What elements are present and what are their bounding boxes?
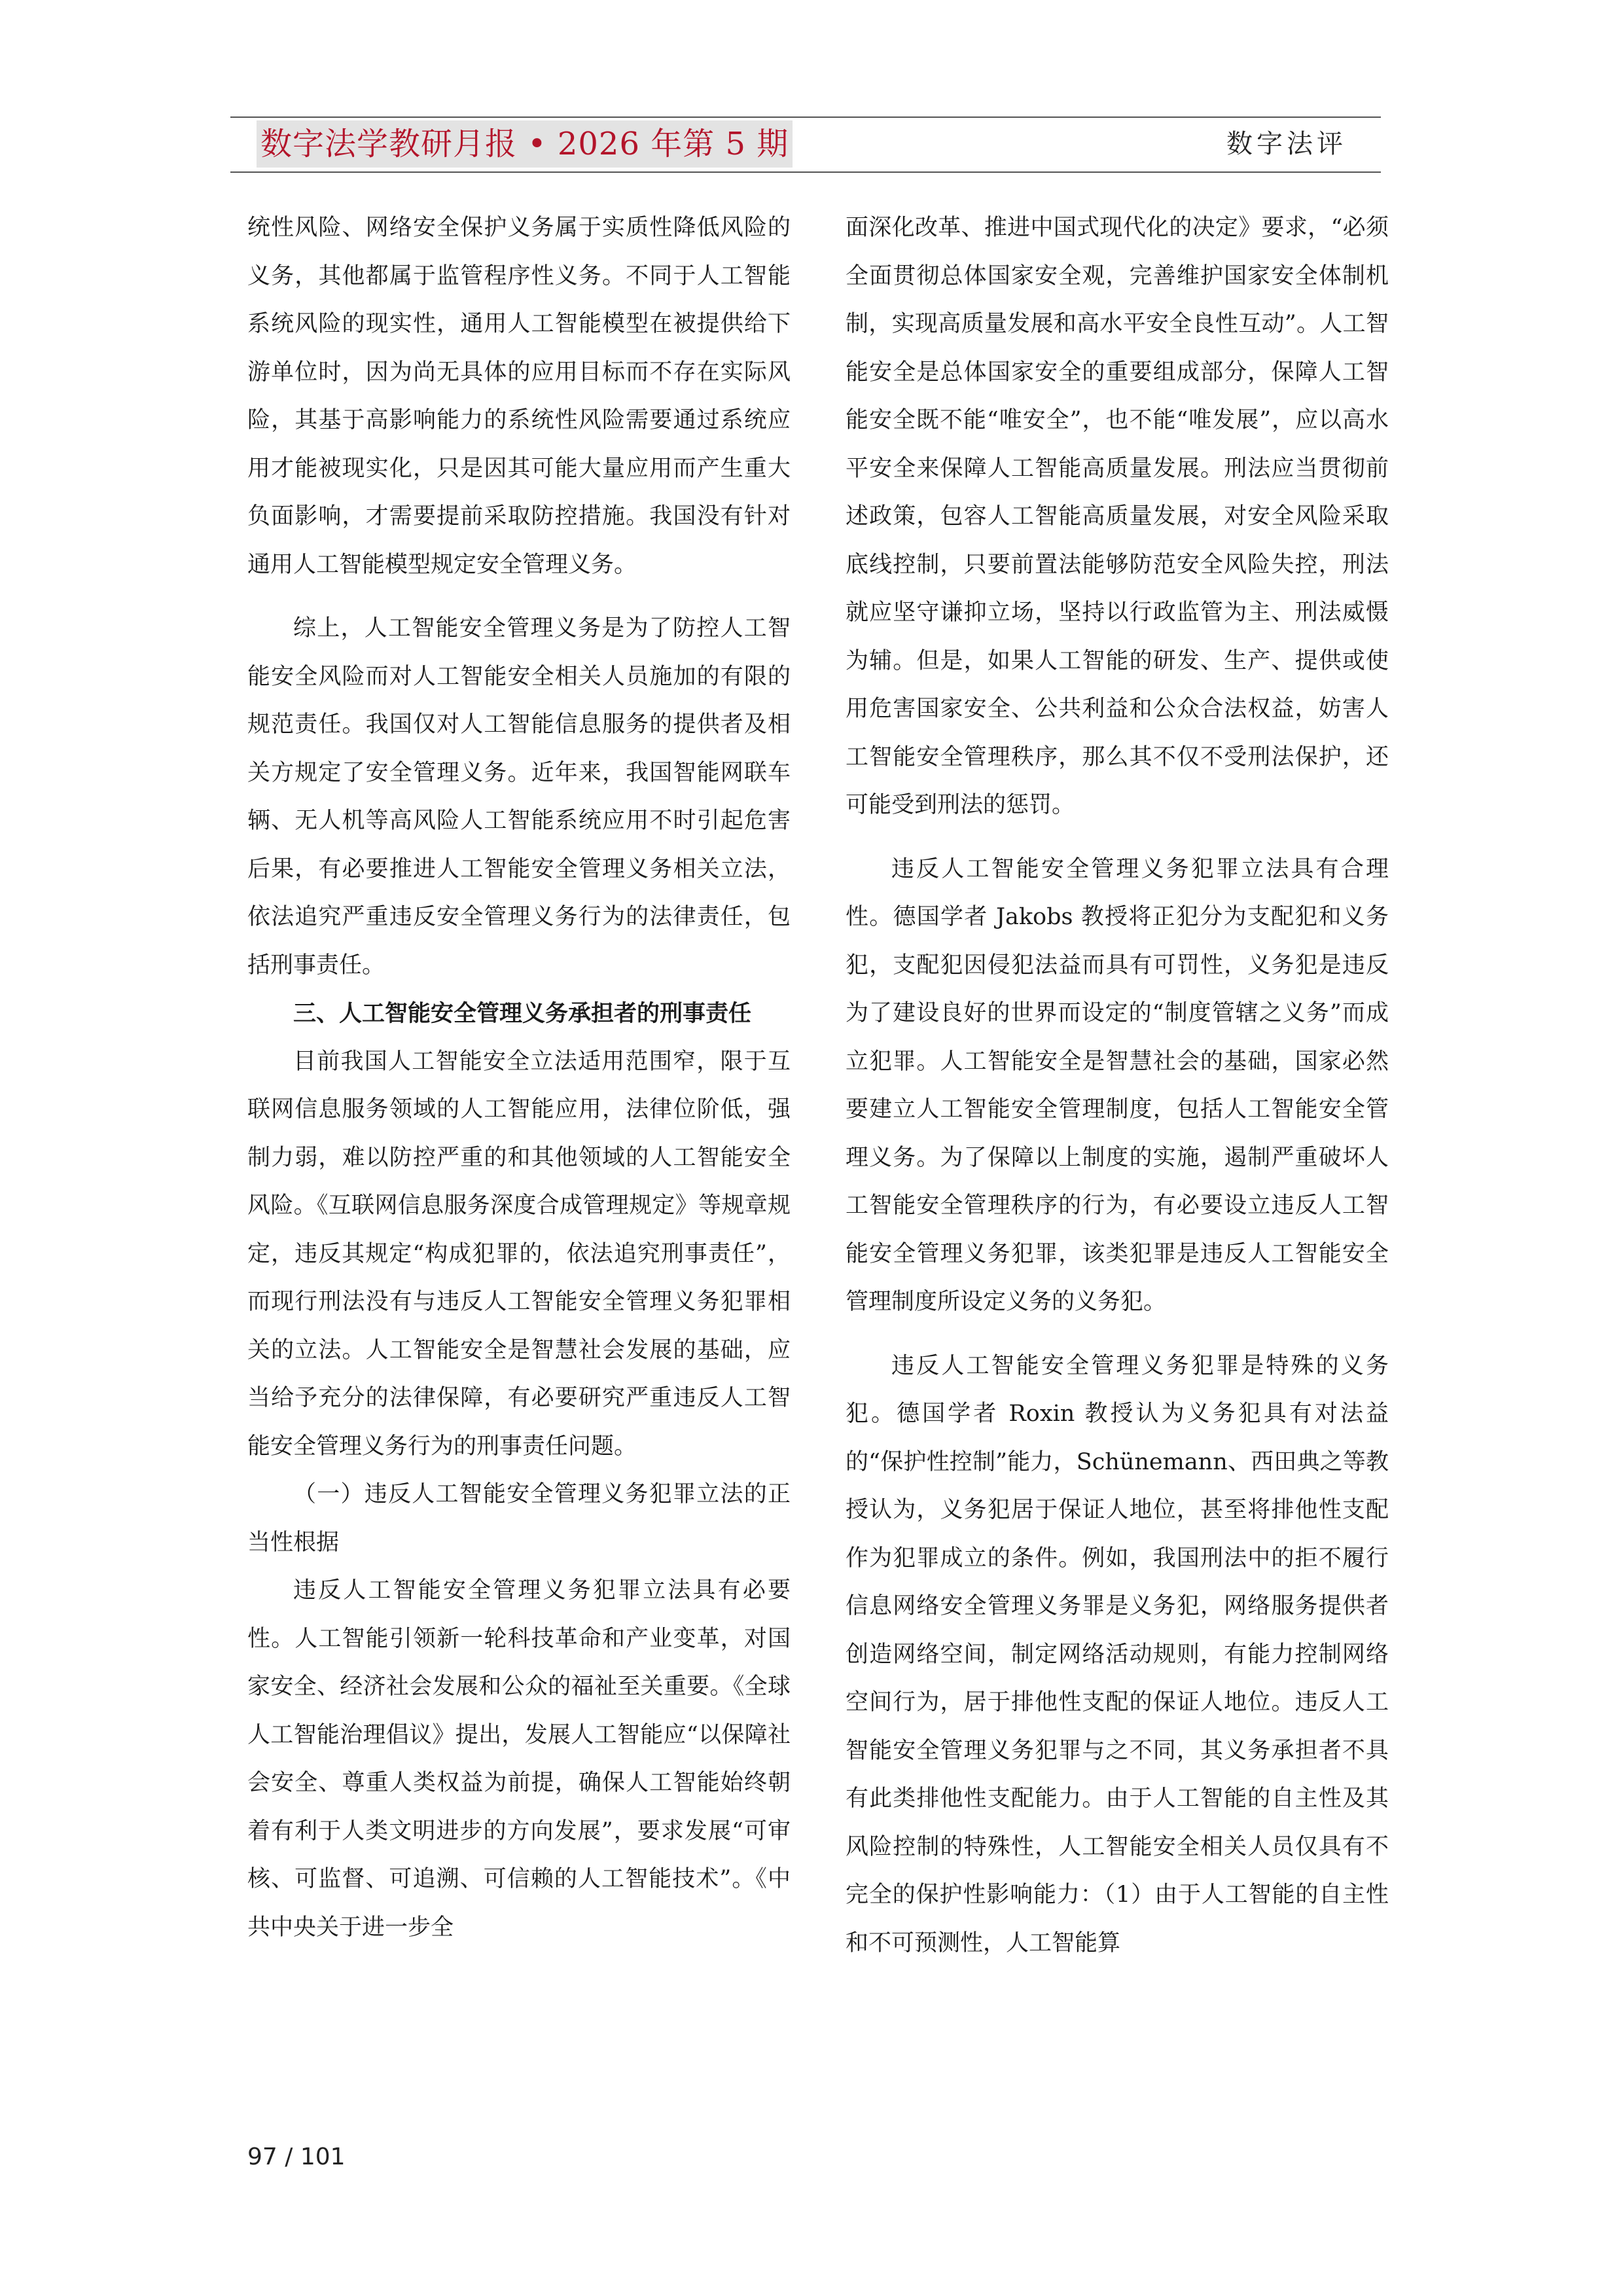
paragraph: 违反人工智能安全管理义务犯罪立法具有合理性。德国学者 Jakobs 教授将正犯分为支配犯和义务犯，支配犯因侵犯法益而具有可罚性，义务犯是违反为了建设良好的世界而设定的“制度管辖之义务”而成立犯罪。人工智能安全是智慧社会的基础，国家必然要建立人工智能安全管理制度，包括人工智能安全管理义务。为了保障以上制度的实施，遏制严重破坏人工智能安全管理秩序的行为，有必要设立违反人工智能安全管理义务犯罪，该类犯罪是违反人工智能安全管理制度所设定义务的义务犯。 [846,855,1389,1315]
paragraph: 违反人工智能安全管理义务犯罪是特殊的义务犯。德国学者 Roxin 教授认为义务犯具有对法益的“保护性控制”能力，Schünemann、西田典之等教授认为，义务犯居于保证人地位，甚至将排他性支配作为犯罪成立的条件。例如，我国刑法中的拒不履行信息网络安全管理义务罪是义务犯，网络服务提供者创造网络空间，制定网络活动规则，有能力控制网络空间行为，居于排他性支配的保证人地位。违反人工智能安全管理义务犯罪与之不同，其义务承担者不具有此类排他性支配能力。由于人工智能的自主性及其风险控制的特殊性，人工智能安全相关人员仅具有不完全的保护性影响能力：（1）由于人工智能的自主性和不可预测性，人工智能算 [846,1352,1389,1956]
journal-title: 数字法学教研月报 • 2026 年第 5 期 [257,120,793,168]
header-bottom-rule [230,171,1381,173]
paragraph: 综上，人工智能安全管理义务是为了防控人工智能安全风险而对人工智能安全相关人员施加的有限的规范责任。我国仅对人工智能信息服务的提供者及相关方规定了安全管理义务。近年来，我国智能网联车辆、无人机等高风险人工智能系统应用不时引起危害后果，有必要推进人工智能安全管理义务相关立法，依法追究严重违反安全管理义务行为的法律责任，包括刑事责任。 [247,615,791,978]
left-column [247,204,791,1952]
paragraph: 目前我国人工智能安全立法适用范围窄，限于互联网信息服务领域的人工智能应用，法律位阶低，强制力弱，难以防控严重的和其他领域的人工智能安全风险。《互联网信息服务深度合成管理规定》等规章规定，违反其规定“构成犯罪的，依法追究刑事责任”，而现行刑法没有与违反人工智能安全管理义务犯罪相关的立法。人工智能安全是智慧社会发展的基础，应当给予充分的法律保障，有必要研究严重违反人工智能安全管理义务行为的刑事责任问题。 [247,1048,791,1460]
column-tag: 数字法评 [1226,129,1347,159]
paragraph: 违反人工智能安全管理义务犯罪立法具有必要性。人工智能引领新一轮科技革命和产业变革，对国家安全、经济社会发展和公众的福祉至关重要。《全球人工智能治理倡议》提出，发展人工智能应“以保障社会安全、尊重人类权益为前提，确保人工智能始终朝着有利于人类文明进步的方向发展”，要求发展“可审核、可监督、可追溯、可信赖的人工智能技术”。《中共中央关于进一步全 [247,1577,791,1941]
page-number: 97 / 101 [247,2144,346,2170]
paragraph: 面深化改革、推进中国式现代化的决定》要求，“必须全面贯彻总体国家安全观，完善维护国家安全体制机制，实现高质量发展和高水平安全良性互动”。人工智能安全是总体国家安全的重要组成部分，保障人工智能安全既不能“唯安全”，也不能“唯发展”，应以高水平安全来保障人工智能高质量发展。刑法应当贯彻前述政策，包容人工智能高质量发展，对安全风险采取底线控制，只要前置法能够防范安全风险失控，刑法就应坚守谦抑立场，坚持以行政监管为主、刑法威慑为辅。但是，如果人工智能的研发、生产、提供或使用危害国家安全、公共利益和公众合法权益，妨害人工智能安全管理秩序，那么其不仅不受刑法保护，还可能受到刑法的惩罚。 [846,215,1389,818]
paragraph: 统性风险、网络安全保护义务属于实质性降低风险的义务，其他都属于监管程序性义务。不同于人工智能系统风险的现实性，通用人工智能模型在被提供给下游单位时，因为尚无具体的应用目标而不存在实际风险，其基于高影响能力的系统性风险需要通过系统应用才能被现实化，只是因其可能大量应用而产生重大负面影响，才需要提前采取防控措施。我国没有针对通用人工智能模型规定安全管理义务。 [247,215,791,578]
right-column [846,204,1389,1967]
section-heading: 三、人工智能安全管理义务承担者的刑事责任 [293,1000,752,1027]
subsection-heading: （一）违反人工智能安全管理义务犯罪立法的正当性根据 [247,1481,791,1556]
header-top-rule [230,117,1381,118]
